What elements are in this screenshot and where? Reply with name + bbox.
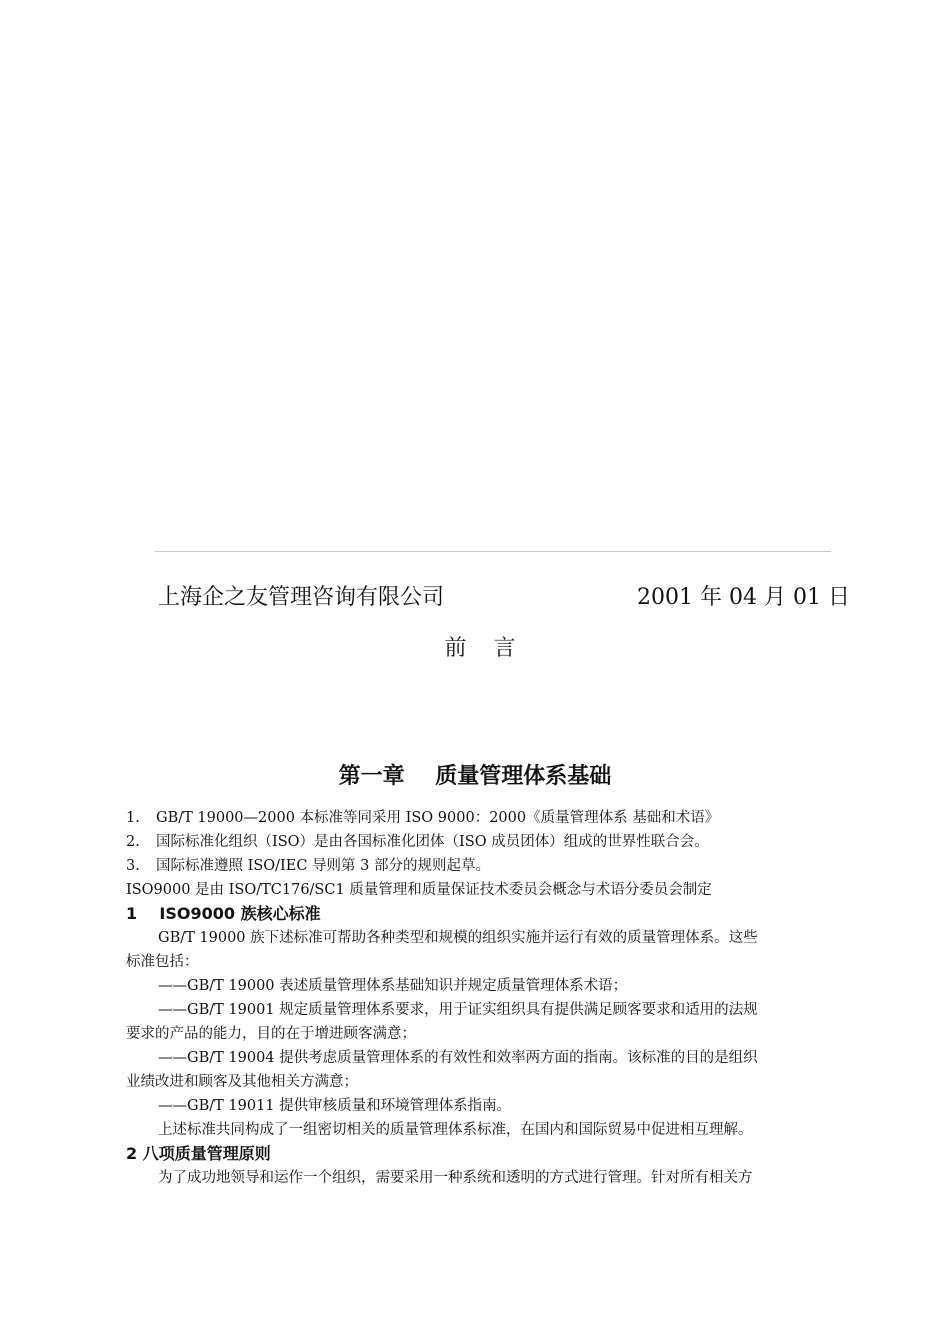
- section-heading: 1 ISO9000 族核心标准: [126, 904, 321, 923]
- list-number: 1.: [126, 810, 140, 826]
- header-divider: [155, 551, 831, 552]
- company-name: 上海企之友管理咨询有限公司: [158, 585, 445, 610]
- list-text: 国际标准遵照 ISO/IEC 导则第 3 部分的规则起草。: [156, 858, 491, 874]
- document-body: [126, 806, 848, 1190]
- paragraph-line: GB/T 19000 族下述标准可帮助各种类型和规模的组织实施并运行有效的质量管理体系。这些: [158, 930, 758, 946]
- document-date: 2001 年 04 月 01 日: [637, 585, 850, 610]
- list-item: [126, 830, 848, 854]
- list-item: [126, 854, 848, 878]
- paragraph-line: 为了成功地领导和运作一个组织，需要采用一种系统和透明的方式进行管理。针对所有相关方: [158, 1170, 753, 1186]
- standard-item: ——GB/T 19001 规定质量管理体系要求，用于证实组织具有提供满足顾客要求和适用的法规: [158, 1002, 758, 1018]
- iso-note: ISO9000 是由 ISO/TC176/SC1 质量管理和质量保证技术委员会概念与术语分委员会制定: [126, 882, 712, 898]
- standard-item-continued: 要求的产品的能力，目的在于增进顾客满意；: [126, 1026, 416, 1042]
- summary-paragraph: 上述标准共同构成了一组密切相关的质量管理体系标准，在国内和国际贸易中促进相互理解。: [158, 1122, 753, 1138]
- standard-item: ——GB/T 19004 提供考虑质量管理体系的有效性和效率两方面的指南。该标准的目的是组织: [158, 1050, 758, 1066]
- chapter-title: 第一章 质量管理体系基础: [338, 764, 612, 789]
- list-number: 3.: [126, 858, 140, 874]
- standard-item-continued: 业绩改进和顾客及其他相关方满意；: [126, 1074, 358, 1090]
- standard-item: ——GB/T 19000 表述质量管理体系基础知识并规定质量管理体系术语；: [158, 978, 628, 994]
- foreword-title: 前 言: [444, 636, 526, 661]
- paragraph-line: 标准包括：: [126, 954, 199, 970]
- list-text: GB/T 19000—2000 本标准等同采用 ISO 9000：2000《质量管理体系 基础和术语》: [156, 810, 720, 826]
- list-text: 国际标准化组织（ISO）是由各国标准化团体（ISO 成员团体）组成的世界性联合会。: [156, 834, 709, 850]
- list-item: [126, 806, 848, 830]
- list-number: 2.: [126, 834, 140, 850]
- section-heading: 2 八项质量管理原则: [126, 1144, 271, 1163]
- standard-item: ——GB/T 19011 提供审核质量和环境管理体系指南。: [158, 1098, 512, 1114]
